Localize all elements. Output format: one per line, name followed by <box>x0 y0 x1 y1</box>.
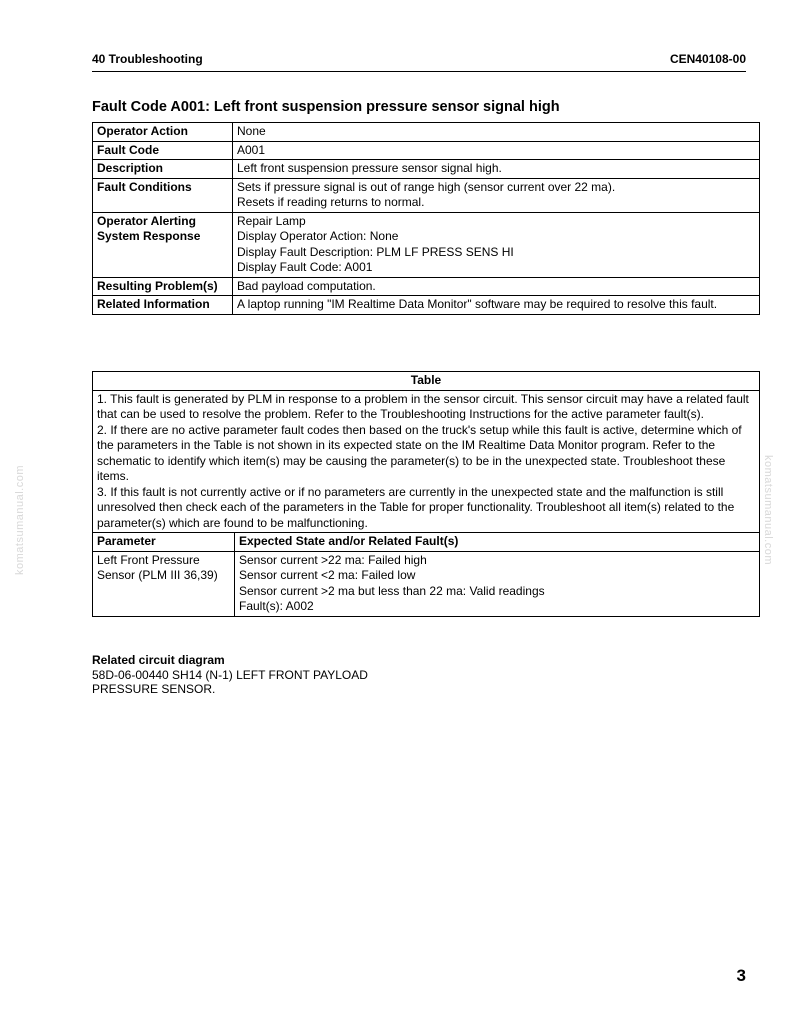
fault-info-value-line: Repair Lamp <box>237 213 306 228</box>
fault-info-value-line: Resets if reading returns to normal. <box>237 195 425 209</box>
fault-info-value-line: Display Fault Description: PLM LF PRESS SENS HI <box>237 244 514 259</box>
fault-info-value <box>233 212 760 277</box>
header-rule <box>92 71 746 72</box>
fault-info-label: Fault Code <box>93 141 233 160</box>
fault-info-table <box>92 122 760 315</box>
fault-info-value-line: None <box>237 124 266 138</box>
column-header-parameter: Parameter <box>93 533 235 552</box>
table-note: 3. If this fault is not currently active or if no parameters are currently in the unexpected state and the malfunction is still unresolved then check each of the parameters in the Table for proper functionality. Troubleshoot all item(s) related to the parameter(s) which are found to be malfunctioning. <box>97 484 735 530</box>
table-caption: Table <box>93 372 760 391</box>
table-note: 2. If there are no active parameter fault codes then based on the truck's setup while this fault is active, determine which of the parameters in the Table is not shown in its expected state on the IM Realtime Data Monitor program. Refer to the schematic to identify which item(s) may be causing the parameter(s) to be in the unexpected state. Troubleshoot these items. <box>97 422 742 483</box>
fault-info-label: Description <box>93 160 233 179</box>
page-number: 3 <box>736 966 746 985</box>
fault-info-value-line: A laptop running "IM Realtime Data Monitor" software may be required to resolve this fault. <box>237 297 718 311</box>
fault-info-value-line: Sets if pressure signal is out of range high (sensor current over 22 ma). <box>237 179 616 194</box>
fault-info-row <box>93 212 760 277</box>
fault-info-row <box>93 277 760 296</box>
fault-info-row <box>93 296 760 315</box>
fault-info-value <box>233 160 760 179</box>
parameter-cell <box>93 551 235 616</box>
troubleshooting-table <box>92 371 760 617</box>
fault-info-label: Related Information <box>93 296 233 315</box>
fault-info-label: Fault Conditions <box>93 178 233 212</box>
expected-cell <box>235 551 760 616</box>
parameter-line: Sensor (PLM III 36,39) <box>97 568 218 582</box>
watermark-left: komatsumanual.com <box>14 465 26 575</box>
related-circuit-title: Related circuit diagram <box>92 653 225 667</box>
table-row <box>93 551 760 616</box>
fault-title: Fault Code A001: Left front suspension pressure sensor signal high <box>92 99 560 115</box>
fault-info-label: Operator Alerting System Response <box>93 212 233 277</box>
fault-info-label: Operator Action <box>93 123 233 142</box>
fault-info-row <box>93 160 760 179</box>
expected-line: Sensor current >2 ma but less than 22 ma: Valid readings <box>239 583 545 598</box>
table-note: 1. This fault is generated by PLM in response to a problem in the sensor circuit. This sensor circuit may have a related fault that can be used to resolve the problem. Refer to the Troubleshooting Instructions for the active parameter fault(s). <box>97 391 749 421</box>
fault-info-row <box>93 141 760 160</box>
header-section: 40 Troubleshooting <box>92 52 203 66</box>
fault-info-value-line: Display Operator Action: None <box>237 229 399 243</box>
fault-info-label: Resulting Problem(s) <box>93 277 233 296</box>
expected-line: Fault(s): A002 <box>239 599 314 613</box>
fault-info-row <box>93 178 760 212</box>
related-circuit-text: 58D-06-00440 SH14 (N-1) LEFT FRONT PAYLOAD PRESSURE SENSOR. <box>92 668 368 696</box>
fault-info-value <box>233 277 760 296</box>
watermark-right: komatsumanual.com <box>762 455 774 565</box>
parameter-line: Left Front Pressure <box>97 552 200 567</box>
column-header-expected: Expected State and/or Related Fault(s) <box>235 533 760 552</box>
fault-info-value <box>233 178 760 212</box>
fault-info-value-line: Left front suspension pressure sensor signal high. <box>237 161 502 175</box>
fault-info-value <box>233 123 760 142</box>
fault-info-value-line: Display Fault Code: A001 <box>237 260 373 274</box>
header-doc-code: CEN40108-00 <box>669 52 746 66</box>
fault-info-row <box>93 123 760 142</box>
fault-info-value <box>233 141 760 160</box>
expected-line: Sensor current >22 ma: Failed high <box>239 552 427 567</box>
table-notes <box>93 390 760 533</box>
fault-info-value <box>233 296 760 315</box>
fault-info-value-line: Bad payload computation. <box>237 278 376 293</box>
expected-line: Sensor current <2 ma: Failed low <box>239 568 416 582</box>
fault-info-value-line: A001 <box>237 142 266 157</box>
